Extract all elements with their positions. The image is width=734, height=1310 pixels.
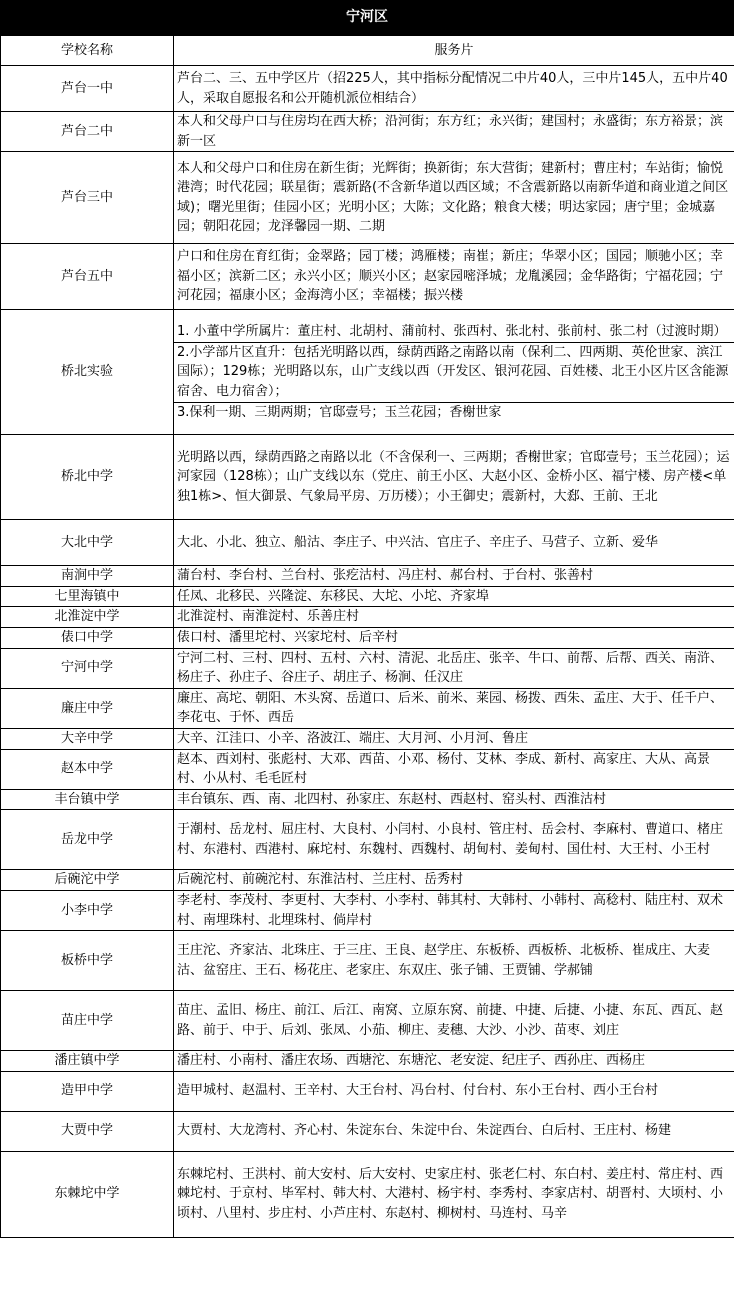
service-area-text: 于潮村、岳龙村、屈庄村、大良村、小闫村、小良村、管庄村、岳会村、李麻村、曹道口、楮庄村、东港村、西港村、麻坨村、东魏村、西魏村、胡甸村、姜甸村、国仕村、大王村、小王村 bbox=[177, 822, 724, 857]
service-area-cell bbox=[174, 1151, 734, 1237]
table-row bbox=[1, 310, 734, 435]
table-header-row bbox=[1, 36, 734, 66]
table-row bbox=[1, 435, 734, 520]
service-area-text: 2.小学部片区直升：包括光明路以西，绿荫西路之南路以南（保利二、四两期、英伦世家、滨江国际）；129栋；光明路以东，山广支线以西（开发区、银河花园、百姓楼、北王小区片区含能源宿舍、电力宿舍）； bbox=[174, 343, 734, 403]
table-row bbox=[1, 586, 734, 607]
service-area-cell bbox=[174, 607, 734, 628]
service-area-text: 大贾村、大龙湾村、齐心村、朱淀东台、朱淀中台、朱淀西台、白后村、王庄村、杨建 bbox=[177, 1123, 672, 1139]
table-row bbox=[1, 1051, 734, 1072]
table-row bbox=[1, 688, 734, 728]
service-area-cell bbox=[174, 435, 734, 520]
service-area-text: 东棘坨村、王洪村、前大安村、后大安村、史家庄村、张老仁村、东白村、姜庄村、常庄村、西棘坨村、于京村、毕军村、韩大村、大港村、杨宇村、李秀村、李家店村、胡晋村、大顷村、小顷村、八里村、步庄村、小芦庄村、东赵村、柳树村、马连村、马辛 bbox=[177, 1166, 724, 1221]
school-name-cell: 板桥中学 bbox=[1, 931, 174, 991]
service-area-cell bbox=[174, 244, 734, 310]
service-area-cell bbox=[174, 870, 734, 891]
school-name-cell: 俵口中学 bbox=[1, 627, 174, 648]
school-name-cell: 北淮淀中学 bbox=[1, 607, 174, 628]
service-area-cell bbox=[174, 890, 734, 930]
service-area-text: 户口和住房在育红街；金翠路；园丁楼；鸿雁楼；南崔；新庄；华翠小区；国园；顺驰小区；幸福小区；滨新二区；永兴小区；顺兴小区；赵家园嘧泽城；龙胤溪园；金华路街；宁福花园；宁河花园；福康小区；金海湾小区；幸福楼；振兴楼 bbox=[177, 249, 724, 304]
service-area-text: 本人和父母户口和住房在新生街；光辉街；换新街；东大营街；建新村；曹庄村；车站街；愉悦港湾；时代花园；联星街；震新路(不含新华道以西区域；不含震新路以南新华道和商业道之间区域)；曙光里街；佳园小区；光明小区；大陈；文化路；粮食大楼；明达家园；唐宁里；金城嘉园；朝阳花园；龙泽馨园一期、二期 bbox=[177, 160, 729, 235]
service-area-cell bbox=[174, 688, 734, 728]
school-name-cell: 大辛中学 bbox=[1, 728, 174, 749]
school-name-cell: 小李中学 bbox=[1, 890, 174, 930]
table-row bbox=[1, 789, 734, 810]
service-area-text: 1. 小董中学所属片：董庄村、北胡村、蒲前村、张西村、张北村、张前村、张二村（过渡时期） bbox=[174, 322, 734, 343]
school-name-cell: 东棘坨中学 bbox=[1, 1151, 174, 1237]
service-area-cell bbox=[174, 1111, 734, 1151]
service-area-text: 大辛、江洼口、小辛、洛波江、端庄、大月河、小月河、鲁庄 bbox=[177, 730, 529, 746]
service-area-text: 3.保利一期、三期两期；官邸壹号；玉兰花园；香榭世家 bbox=[177, 404, 502, 420]
table-row bbox=[1, 1111, 734, 1151]
school-district-table bbox=[0, 35, 734, 1238]
table-row bbox=[1, 1071, 734, 1111]
service-area-cell bbox=[174, 586, 734, 607]
service-area-cell bbox=[174, 931, 734, 991]
service-area-text: 蒲台村、李台村、兰台村、张疙沽村、冯庄村、郝台村、于台村、张善村 bbox=[177, 568, 594, 584]
service-area-text: 光明路以西，绿荫西路之南路以北（不含保利一、三两期；香榭世家；官邸壹号；玉兰花园）；运河家园（128栋）；山广支线以东（党庄、前王小区、大赵小区、金桥小区、福宁楼、房产楼<单独1栋>、恒大御景、气象局平房、万历楼）；小王御史；震新村，大郄、王前、王北 bbox=[177, 449, 730, 504]
school-name-cell: 赵本中学 bbox=[1, 749, 174, 789]
table-row bbox=[1, 627, 734, 648]
school-name-cell: 丰台镇中学 bbox=[1, 789, 174, 810]
service-area-text: 廉庄、高坨、朝阳、木头窝、岳道口、后米、前米、莱园、杨拨、西朱、孟庄、大于、任千户、李花屯、于怀、西岳 bbox=[177, 690, 724, 726]
service-area-text: 宁河二村、三村、四村、五村、六村、清泥、北岳庄、张辛、牛口、前帮、后帮、西关、南浒、杨庄子、孙庄子、谷庄子、胡庄子、杨涧、任汉庄 bbox=[177, 650, 724, 686]
table-row bbox=[1, 152, 734, 244]
service-area-cell bbox=[174, 810, 734, 870]
service-area-cell bbox=[174, 566, 734, 587]
service-area-cell bbox=[174, 152, 734, 244]
table-row bbox=[1, 870, 734, 891]
school-name-cell: 桥北中学 bbox=[1, 435, 174, 520]
service-area-text: 王庄沱、齐家沽、北珠庄、于三庄、王良、赵学庄、东板桥、西板桥、北板桥、崔成庄、大麦沽、盆窑庄、王石、杨花庄、老家庄、东双庄、张子铺、王贾铺、学郝铺 bbox=[177, 943, 711, 978]
service-area-cell bbox=[174, 310, 734, 435]
school-name-cell: 芦台二中 bbox=[1, 112, 174, 152]
service-area-cell bbox=[174, 112, 734, 152]
service-area-cell bbox=[174, 991, 734, 1051]
school-name-cell: 大北中学 bbox=[1, 520, 174, 566]
table-row bbox=[1, 810, 734, 870]
service-area-text: 后碗沱村、前碗沱村、东淮沽村、兰庄村、岳秀村 bbox=[177, 872, 464, 888]
service-area-text: 造甲城村、赵温村、王辛村、大王台村、冯台村、付台村、东小王台村、西小王台村 bbox=[177, 1083, 659, 1099]
table-row bbox=[1, 607, 734, 628]
table-row bbox=[1, 112, 734, 152]
table-row bbox=[1, 520, 734, 566]
table-row bbox=[1, 749, 734, 789]
table-row bbox=[1, 890, 734, 930]
service-area-text: 潘庄村、小南村、潘庄农场、西塘沱、东塘沱、老安淀、纪庄子、西孙庄、西杨庄 bbox=[177, 1053, 646, 1069]
service-area-text: 李老村、李茂村、李更村、大李村、小李村、韩其村、大韩村、小韩村、高稔村、陆庄村、双术村、南埋珠村、北埋珠村、倘岸村 bbox=[177, 892, 724, 928]
service-area-cell bbox=[174, 1071, 734, 1111]
service-area-text: 俵口村、潘里坨村、兴家坨村、后辛村 bbox=[177, 629, 399, 645]
table-row bbox=[1, 244, 734, 310]
table-row bbox=[1, 728, 734, 749]
service-area-cell bbox=[174, 627, 734, 648]
service-area-cell bbox=[174, 1051, 734, 1072]
school-name-cell: 七里海镇中 bbox=[1, 586, 174, 607]
service-area-text: 北淮淀村、南淮淀村、乐善庄村 bbox=[177, 609, 360, 625]
school-name-cell: 潘庄镇中学 bbox=[1, 1051, 174, 1072]
service-area-text: 本人和父母户口与住房均在西大桥；沿河街；东方红；永兴街；建国村；永盛街；东方裕景；滨新一区 bbox=[177, 114, 724, 149]
table-row bbox=[1, 566, 734, 587]
school-name-cell: 芦台一中 bbox=[1, 66, 174, 112]
service-area-text: 赵本、西刘村、张彪村、大邓、西苗、小邓、杨付、艾林、李成、新村、高家庄、大从、高景村、小从村、毛毛匠村 bbox=[177, 751, 711, 787]
table-row bbox=[1, 1151, 734, 1237]
school-name-cell: 后碗沱中学 bbox=[1, 870, 174, 891]
service-area-cell bbox=[174, 728, 734, 749]
service-area-cell bbox=[174, 66, 734, 112]
service-area-text: 芦台二、三、五中学区片（招225人，其中指标分配情况二中片40人，三中片145人，五中片40人，采取自愿报名和公开随机派位相结合） bbox=[177, 70, 728, 106]
service-area-text: 大北、小北、独立、船沽、李庄子、中兴沽、官庄子、辛庄子、马营子、立新、爱华 bbox=[177, 534, 659, 550]
school-name-cell: 南涧中学 bbox=[1, 566, 174, 587]
school-name-cell: 岳龙中学 bbox=[1, 810, 174, 870]
school-name-cell: 芦台五中 bbox=[1, 244, 174, 310]
header-school-name: 学校名称 bbox=[1, 36, 174, 66]
school-name-cell: 大贾中学 bbox=[1, 1111, 174, 1151]
header-service-area: 服务片 bbox=[174, 36, 734, 66]
service-area-cell bbox=[174, 789, 734, 810]
table-row bbox=[1, 648, 734, 688]
service-area-text: 任凤、北移民、兴隆淀、东移民、大坨、小坨、齐家埠 bbox=[177, 588, 490, 604]
service-area-cell bbox=[174, 520, 734, 566]
school-name-cell: 宁河中学 bbox=[1, 648, 174, 688]
table-row bbox=[1, 931, 734, 991]
service-area-text: 丰台镇东、西、南、北四村、孙家庄、东赵村、西赵村、窑头村、西淮沽村 bbox=[177, 791, 607, 807]
school-name-cell: 苗庄中学 bbox=[1, 991, 174, 1051]
service-area-cell bbox=[174, 648, 734, 688]
school-name-cell: 廉庄中学 bbox=[1, 688, 174, 728]
table-row bbox=[1, 991, 734, 1051]
service-area-text: 苗庄、孟旧、杨庄、前江、后江、南窝、立原东窝、前捷、中捷、后捷、小捷、东瓦、西瓦、赵路、前于、中于、后刘、张凤、小茄、柳庄、麦穗、大沙、小沙、苗枣、刘庄 bbox=[177, 1003, 724, 1038]
table-row bbox=[1, 66, 734, 112]
school-name-cell: 造甲中学 bbox=[1, 1071, 174, 1111]
service-area-cell bbox=[174, 749, 734, 789]
school-name-cell: 桥北实验 bbox=[1, 310, 174, 435]
school-name-cell: 芦台三中 bbox=[1, 152, 174, 244]
district-title: 宁河区 bbox=[0, 0, 734, 35]
